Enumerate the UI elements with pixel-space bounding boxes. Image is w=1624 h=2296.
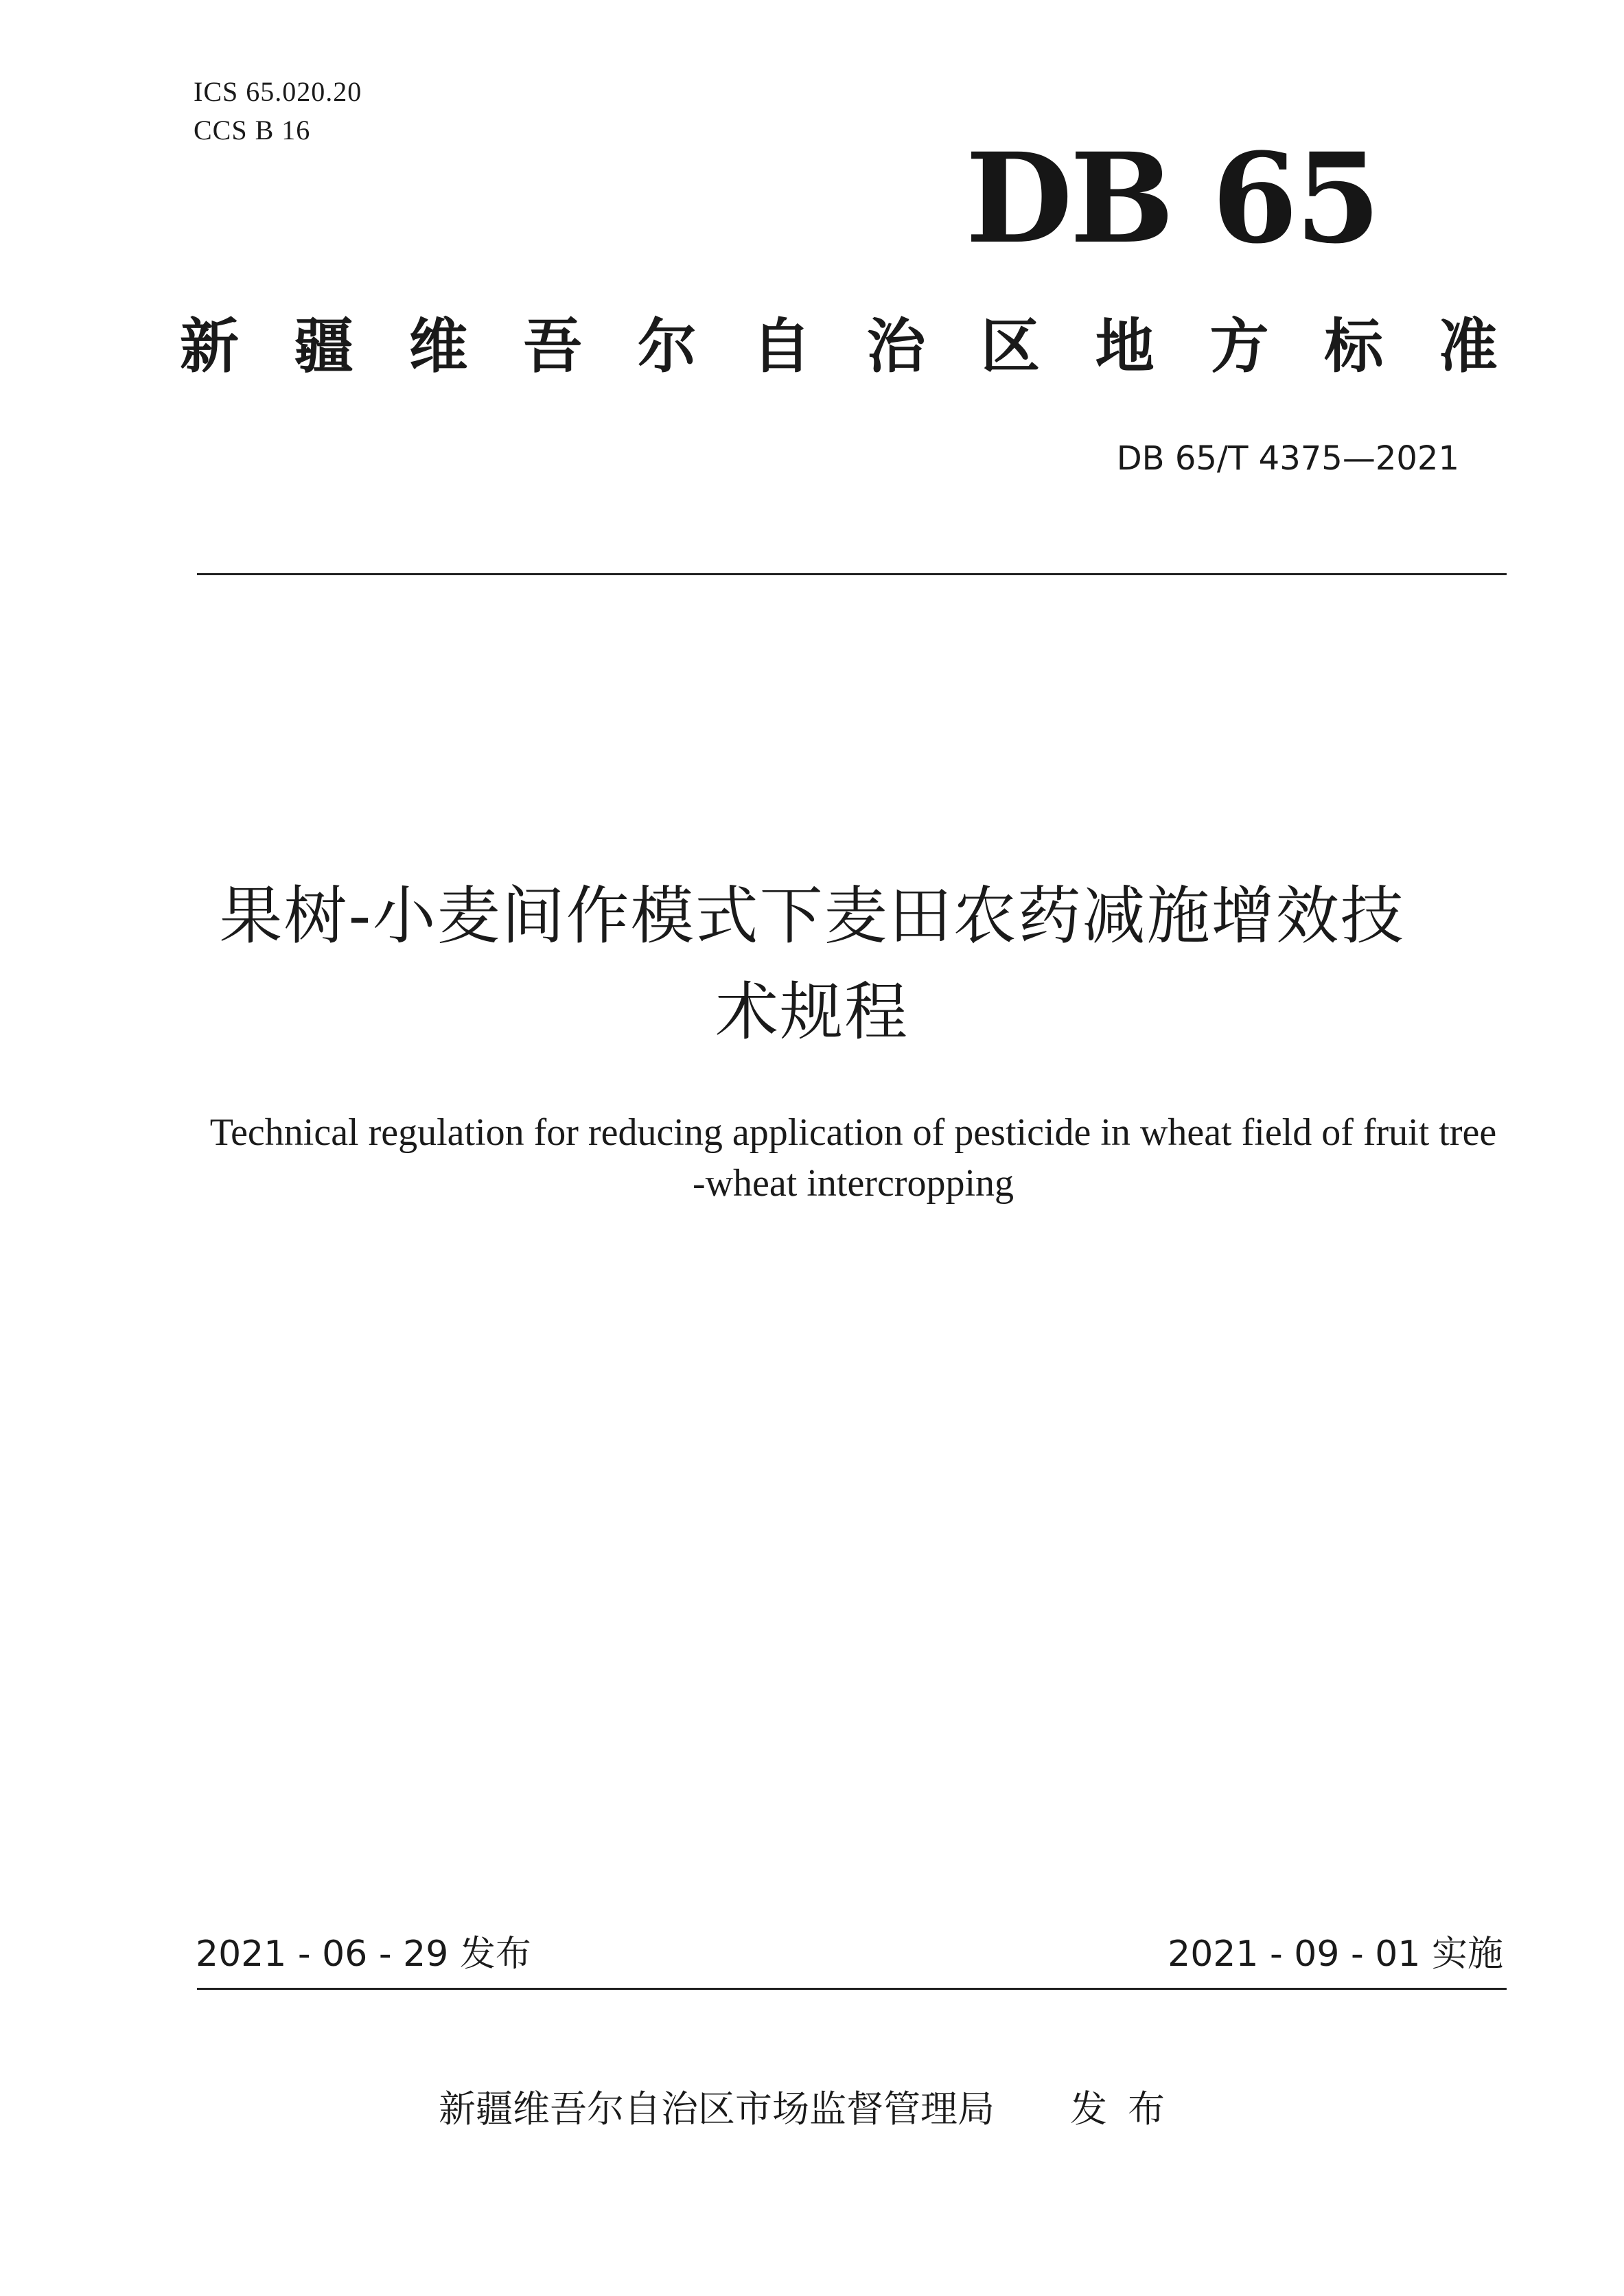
region-title-char: 新	[180, 312, 239, 381]
bottom-divider	[197, 1988, 1507, 1990]
title-en-line1: Technical regulation for reducing application of pesticide in wheat field of fruit tree	[209, 1111, 1497, 1154]
region-standard-title	[180, 312, 1498, 381]
ccs-code: CCS B 16	[194, 115, 311, 146]
issue-date: 2021 - 06 - 29 发布	[196, 1934, 531, 1975]
title-en-line2: -wheat intercropping	[692, 1162, 1014, 1205]
region-title-char: 准	[1438, 312, 1498, 381]
title-cn-line1: 果树-小麦间作模式下麦田农药减施增效技	[219, 879, 1405, 953]
region-title-char: 疆	[294, 312, 353, 381]
region-title-char: 自	[752, 312, 811, 381]
region-title-char: 方	[1209, 312, 1269, 381]
title-cn-line2: 术规程	[715, 975, 909, 1049]
publisher-name: 新疆维吾尔自治区市场监督管理局	[439, 2087, 995, 2131]
region-title-char: 尔	[637, 312, 697, 381]
region-title-char: 区	[981, 312, 1041, 381]
region-title-char: 标	[1324, 312, 1384, 381]
publisher-line	[0, 2087, 1624, 2132]
implementation-date: 2021 - 09 - 01 实施	[1168, 1934, 1503, 1975]
standard-number: DB 65/T 4375—2021	[1116, 439, 1459, 478]
ics-code: ICS 65.020.20	[194, 76, 362, 107]
region-title-char: 地	[1095, 312, 1155, 381]
db-logo: DB 65	[965, 126, 1378, 271]
top-divider	[197, 573, 1507, 575]
publish-action: 发布	[1070, 2087, 1185, 2131]
region-title-char: 吾	[523, 312, 583, 381]
region-title-char: 治	[866, 312, 926, 381]
region-title-char: 维	[408, 312, 468, 381]
